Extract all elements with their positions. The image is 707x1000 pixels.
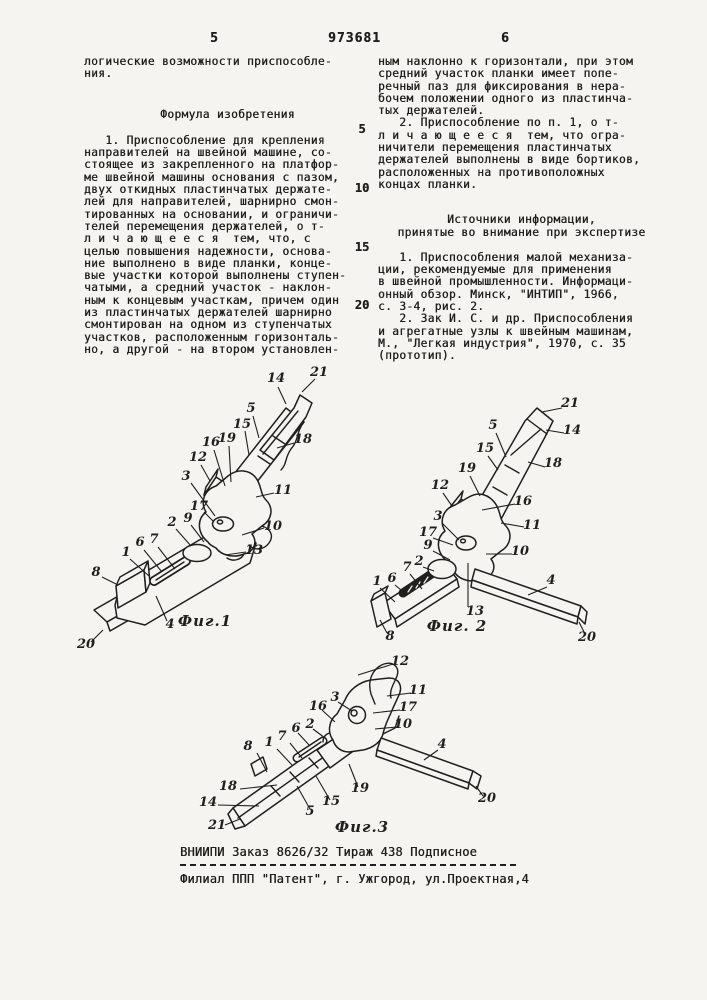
- part-number-21: 21: [207, 818, 227, 833]
- claim-1-continued: ным наклонно к горизонтали, при этом средний участок планки имеет попе- речный паз для фиксирования в нера- бочем положении одного из пластинча- тых держателей.: [378, 55, 634, 118]
- figure-1-drawing: [58, 362, 343, 667]
- part-number-11: 11: [522, 518, 542, 533]
- fig2-pivot-hole: [428, 560, 456, 579]
- right-column: [378, 56, 665, 363]
- footer-divider: [180, 864, 516, 866]
- part-number-12: 12: [188, 450, 208, 465]
- part-number-1: 1: [121, 545, 131, 560]
- part-number-4: 4: [546, 573, 556, 588]
- line-number-15: 15: [354, 240, 370, 254]
- part-number-20: 20: [577, 630, 597, 645]
- part-number-12: 12: [430, 478, 450, 493]
- part-number-17: 17: [418, 525, 438, 540]
- part-number-14: 14: [266, 371, 286, 386]
- part-number-6: 6: [135, 535, 145, 550]
- fig3-caption: Фиг.3: [334, 818, 390, 836]
- part-number-13: 13: [465, 604, 485, 619]
- part-number-7: 7: [402, 560, 412, 575]
- part-number-20: 20: [76, 637, 96, 652]
- part-number-16: 16: [513, 494, 533, 509]
- part-number-15: 15: [321, 794, 341, 809]
- part-number-11: 11: [273, 483, 293, 498]
- fig2-hinge-hole: [456, 536, 476, 550]
- part-number-11: 11: [408, 683, 428, 698]
- part-number-20: 20: [477, 791, 497, 806]
- left-column: [84, 56, 371, 356]
- part-number-4: 4: [437, 737, 447, 752]
- part-number-9: 9: [423, 538, 433, 553]
- part-number-14: 14: [562, 423, 582, 438]
- part-number-21: 21: [309, 365, 329, 380]
- source-2: 2. Зак И. С. и др. Приспособления и агрегатные узлы к швейным машинам, М., "Легкая индустрия", 1970, с. 35 (прототип).: [378, 312, 634, 363]
- line-number-20: 20: [354, 298, 370, 312]
- part-number-18: 18: [543, 456, 563, 471]
- part-number-8: 8: [385, 629, 395, 644]
- fig1-caption: Фиг.1: [177, 612, 233, 630]
- part-number-19: 19: [217, 431, 237, 446]
- part-number-3: 3: [433, 509, 443, 524]
- formula-heading: Формула изобретения: [160, 107, 295, 121]
- part-number-17: 17: [398, 700, 418, 715]
- part-number-10: 10: [510, 544, 530, 559]
- part-number-7: 7: [277, 729, 287, 744]
- fig1-hinge-pin: [217, 520, 222, 524]
- part-number-8: 8: [91, 565, 101, 580]
- part-number-2: 2: [305, 717, 315, 732]
- part-number-19: 19: [350, 781, 370, 796]
- claim-1: 1. Приспособление для крепления направителей на швейной машине, со- стоящее из закрепленного на платфор- ме швейной машины основания с пазом, двух откидных пластинчатых держате- лей для направителей, шарнирно смон- тированных на основании, и ограничи- телей перемещения держателей, о т- л и ч а ю щ е е с я тем, что, с целью повышения надежности, основа- ние выполнено в виде планки, конце- вые участки которой выполнены ступен- чатыми, а средний участок - наклон- ным к концевым участкам, причем один из пластинчатых держателей шарнирно смонтирован на одном из ступенчатых участков, расположенным горизонталь- но, а другой - на втором установлен-: [84, 133, 347, 356]
- part-number-21: 21: [560, 396, 580, 411]
- part-number-3: 3: [181, 469, 191, 484]
- part-number-15: 15: [232, 417, 252, 432]
- right-page-number: 6: [501, 31, 510, 46]
- part-number-15: 15: [475, 441, 495, 456]
- figure-2-drawing: [345, 393, 645, 655]
- fig1-hinge-hole: [213, 517, 234, 531]
- line-number-10: 10: [354, 181, 370, 195]
- fig2-caption: Фиг. 2: [426, 617, 488, 635]
- part-number-1: 1: [264, 735, 274, 750]
- part-number-16: 16: [201, 435, 221, 450]
- part-number-10: 10: [393, 717, 413, 732]
- fig1-pivot-hole: [183, 545, 211, 562]
- source-1: 1. Приспособления малой механиза- ции, рекомендуемые для применения в швейной промышленности. Информаци- онный обзор. Минск, "ИНТИП", 1966, с. 3-4, рис. 2.: [378, 250, 634, 314]
- patent-number: 973681: [328, 31, 381, 46]
- part-number-19: 19: [457, 461, 477, 476]
- part-number-6: 6: [387, 571, 397, 586]
- fig1-upper-holder: [260, 395, 312, 460]
- left-page-number: 5: [210, 31, 219, 46]
- sources-heading: Источники информации, принятые во внимание при экспертизе: [397, 213, 646, 239]
- part-number-18: 18: [293, 432, 313, 447]
- part-number-5: 5: [305, 804, 315, 819]
- paragraph-end: логические возможности приспособле- ния.: [84, 55, 332, 81]
- part-number-3: 3: [330, 690, 340, 705]
- part-number-2: 2: [167, 515, 177, 530]
- part-number-5: 5: [488, 418, 498, 433]
- claim-2: 2. Приспособление по п. 1, о т- л и ч а ю щ е е с я тем, что огра- ничители перемещения пластинчатых держателей выполнены в виде бортиков, расположенных на противоположных концах планки.: [378, 116, 641, 191]
- line-number-5: 5: [358, 122, 366, 136]
- part-number-1: 1: [372, 574, 382, 589]
- footer-branch: Филиал ППП "Патент", г. Ужгород, ул.Проектная,4: [180, 872, 529, 886]
- part-number-2: 2: [414, 554, 424, 569]
- part-number-12: 12: [390, 654, 410, 669]
- part-number-5: 5: [246, 401, 256, 416]
- part-number-4: 4: [165, 617, 175, 632]
- part-number-8: 8: [243, 739, 253, 754]
- part-number-9: 9: [183, 511, 193, 526]
- figure-3-drawing: [185, 648, 510, 843]
- fig2-hinge-pin: [461, 539, 466, 543]
- footer-imprint: ВНИИПИ Заказ 8626/32 Тираж 438 Подписное: [180, 845, 477, 859]
- part-number-17: 17: [189, 499, 209, 514]
- part-number-10: 10: [263, 519, 283, 534]
- part-number-7: 7: [149, 532, 159, 547]
- part-number-16: 16: [308, 699, 328, 714]
- part-number-13: 13: [244, 543, 264, 558]
- part-number-14: 14: [198, 795, 218, 810]
- part-number-6: 6: [291, 721, 301, 736]
- part-number-18: 18: [218, 779, 238, 794]
